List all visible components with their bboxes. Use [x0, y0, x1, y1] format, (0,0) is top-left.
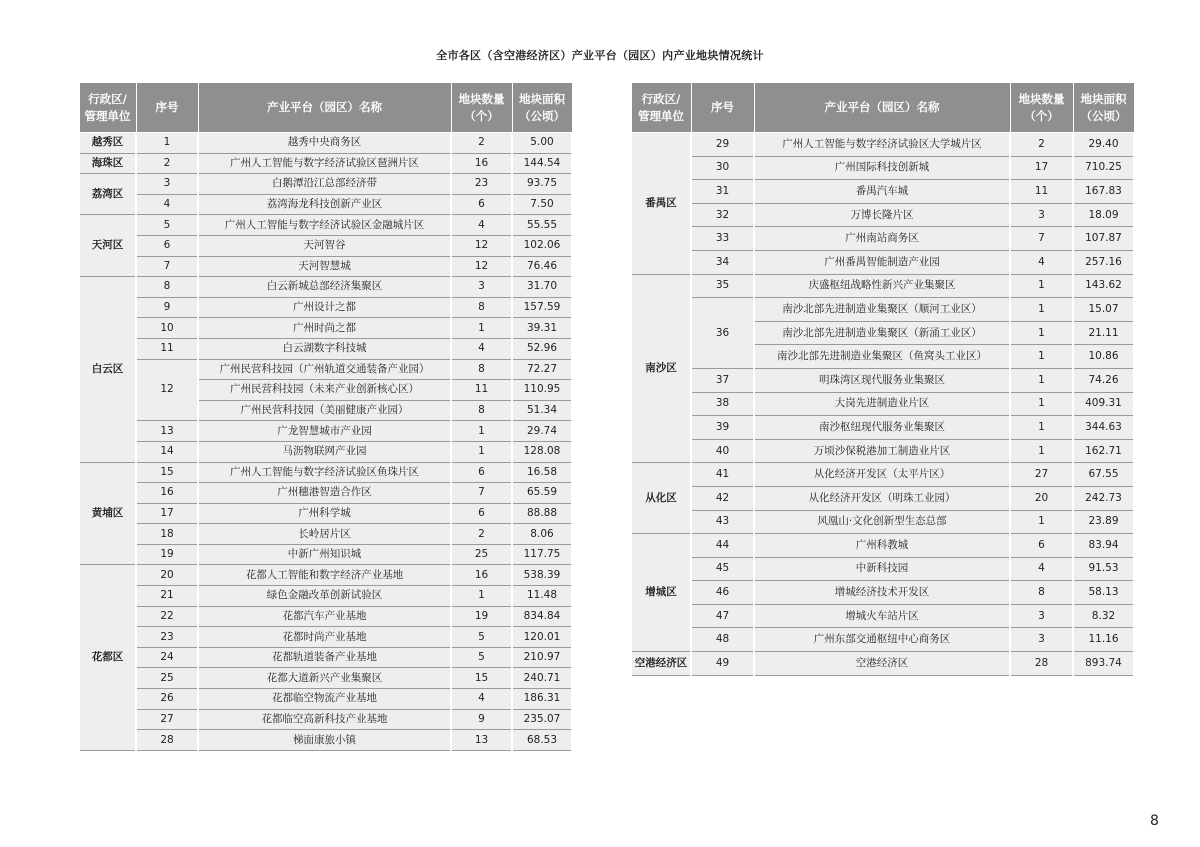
serial-number-cell: 46: [691, 581, 754, 605]
serial-number-cell: 13: [136, 421, 198, 442]
platform-name-cell: 白鹅潭沿江总部经济带: [198, 174, 451, 195]
platform-name-cell: 广州人工智能与数字经济试验区大学城片区: [754, 133, 1010, 157]
plot-count-cell: 1: [1010, 439, 1073, 463]
table-row: [79, 441, 572, 462]
plot-count-cell: 28: [1010, 652, 1073, 676]
serial-number-cell: 41: [691, 463, 754, 487]
table-row: [79, 606, 572, 627]
plot-count-cell: 25: [451, 544, 512, 565]
platform-name-cell: 花都大道新兴产业集聚区: [198, 668, 451, 689]
platform-name-cell: 广州民营科技园（未来产业创新核心区）: [198, 380, 451, 401]
plot-area-cell: 21.11: [1073, 321, 1134, 345]
table-row: [79, 215, 572, 236]
plot-count-cell: 16: [451, 153, 512, 174]
serial-number-cell: 6: [136, 235, 198, 256]
count-header: 地块数量 （个）: [451, 83, 512, 133]
district-cell: 南沙区: [631, 274, 691, 463]
serial-number-cell: 26: [136, 689, 198, 710]
serial-number-cell: 33: [691, 227, 754, 251]
plot-count-cell: 1: [451, 586, 512, 607]
plot-area-cell: 120.01: [512, 627, 572, 648]
table-row: [631, 604, 1134, 628]
plot-count-cell: 16: [451, 565, 512, 586]
plot-count-cell: 1: [451, 441, 512, 462]
table-row: [631, 298, 1134, 322]
serial-number-cell: 9: [136, 297, 198, 318]
plot-area-cell: 710.25: [1073, 156, 1134, 180]
plot-count-cell: 20: [1010, 486, 1073, 510]
plot-area-cell: 10.86: [1073, 345, 1134, 369]
plot-area-cell: 107.87: [1073, 227, 1134, 251]
table-row: [79, 565, 572, 586]
plot-area-cell: 91.53: [1073, 557, 1134, 581]
table-row: [79, 627, 572, 648]
platform-name-cell: 风凰山·文化创新型生态总部: [754, 510, 1010, 534]
district-header: 行政区/ 管理单位: [631, 83, 691, 133]
platform-name-cell: 花都时尚产业基地: [198, 627, 451, 648]
plot-count-cell: 3: [451, 277, 512, 298]
district-cell: 花都区: [79, 565, 136, 750]
plot-area-cell: 16.58: [512, 462, 572, 483]
plot-area-cell: 167.83: [1073, 180, 1134, 204]
table-row: [79, 318, 572, 339]
plot-count-cell: 8: [451, 297, 512, 318]
table-row: [79, 277, 572, 298]
plot-area-cell: 143.62: [1073, 274, 1134, 298]
platform-header: 产业平台（园区）名称: [198, 83, 451, 133]
table-row: [631, 510, 1134, 534]
plot-count-cell: 1: [1010, 368, 1073, 392]
platform-name-cell: 广州南站商务区: [754, 227, 1010, 251]
district-cell: 天河区: [79, 215, 136, 277]
platform-name-cell: 番禺汽车城: [754, 180, 1010, 204]
table-row: [631, 180, 1134, 204]
plot-count-cell: 12: [451, 256, 512, 277]
right-table: [630, 82, 1135, 676]
serial-number-cell: 30: [691, 156, 754, 180]
platform-name-cell: 庆盛枢纽战略性新兴产业集聚区: [754, 274, 1010, 298]
plot-count-cell: 3: [1010, 203, 1073, 227]
platform-name-cell: 广州科学城: [198, 503, 451, 524]
plot-area-cell: 72.27: [512, 359, 572, 380]
platform-name-cell: 广州人工智能与数字经济试验区琶洲片区: [198, 153, 451, 174]
plot-count-cell: 19: [451, 606, 512, 627]
table-row: [631, 368, 1134, 392]
plot-area-cell: 242.73: [1073, 486, 1134, 510]
platform-name-cell: 空港经济区: [754, 652, 1010, 676]
platform-name-cell: 白云湖数字科技城: [198, 338, 451, 359]
table-row: [79, 338, 572, 359]
area-header: 地块面积 （公顷）: [512, 83, 572, 133]
plot-area-cell: 68.53: [512, 730, 572, 751]
serial-number-cell: 40: [691, 439, 754, 463]
table-row: [631, 534, 1134, 558]
plot-count-cell: 27: [1010, 463, 1073, 487]
serial-number-cell: 34: [691, 250, 754, 274]
page-number: 8: [1150, 813, 1159, 829]
plot-area-cell: 67.55: [1073, 463, 1134, 487]
plot-area-cell: 538.39: [512, 565, 572, 586]
district-cell: 黄埔区: [79, 462, 136, 565]
table-row: [79, 647, 572, 668]
serial-number-cell: 48: [691, 628, 754, 652]
table-row: [631, 557, 1134, 581]
platform-name-cell: 大岗先进制造业片区: [754, 392, 1010, 416]
district-header: 行政区/ 管理单位: [79, 83, 136, 133]
serial-number-cell: 49: [691, 652, 754, 676]
serial-number-cell: 29: [691, 133, 754, 157]
table-row: [79, 421, 572, 442]
plot-area-cell: 117.75: [512, 544, 572, 565]
plot-count-cell: 4: [1010, 557, 1073, 581]
platform-name-cell: 天河智谷: [198, 235, 451, 256]
serial-number-cell: 38: [691, 392, 754, 416]
platform-name-cell: 广州民营科技园（美丽健康产业园）: [198, 400, 451, 421]
serial-number-cell: 18: [136, 524, 198, 545]
plot-count-cell: 1: [451, 421, 512, 442]
plot-area-cell: 11.16: [1073, 628, 1134, 652]
serial-number-cell: 5: [136, 215, 198, 236]
district-cell: 番禺区: [631, 133, 691, 275]
plot-area-cell: 834.84: [512, 606, 572, 627]
plot-count-cell: 11: [451, 380, 512, 401]
platform-name-cell: 广龙智慧城市产业园: [198, 421, 451, 442]
plot-count-cell: 6: [451, 503, 512, 524]
plot-area-cell: 257.16: [1073, 250, 1134, 274]
plot-count-cell: 1: [451, 318, 512, 339]
plot-count-cell: 4: [1010, 250, 1073, 274]
plot-count-cell: 7: [1010, 227, 1073, 251]
left-table: [78, 82, 573, 751]
table-row: [79, 174, 572, 195]
plot-area-cell: 11.48: [512, 586, 572, 607]
table-row: [631, 156, 1134, 180]
serial-number-cell: 24: [136, 647, 198, 668]
table-row: [631, 416, 1134, 440]
plot-area-cell: 93.75: [512, 174, 572, 195]
serial-number-cell: 36: [691, 298, 754, 369]
plot-area-cell: 110.95: [512, 380, 572, 401]
plot-count-cell: 15: [451, 668, 512, 689]
table-row: [79, 730, 572, 751]
table-row: [79, 235, 572, 256]
plot-area-cell: 18.09: [1073, 203, 1134, 227]
plot-count-cell: 2: [451, 133, 512, 154]
plot-area-cell: 128.08: [512, 441, 572, 462]
plot-area-cell: 31.70: [512, 277, 572, 298]
serial-number-cell: 12: [136, 359, 198, 421]
platform-name-cell: 花都临空高新科技产业基地: [198, 709, 451, 730]
plot-count-cell: 6: [451, 462, 512, 483]
serial-number-cell: 16: [136, 483, 198, 504]
plot-area-cell: 8.06: [512, 524, 572, 545]
plot-area-cell: 83.94: [1073, 534, 1134, 558]
plot-area-cell: 88.88: [512, 503, 572, 524]
table-row: [631, 392, 1134, 416]
platform-name-cell: 马沥物联网产业园: [198, 441, 451, 462]
table-row: [631, 250, 1134, 274]
platform-name-cell: 南沙枢纽现代服务业集聚区: [754, 416, 1010, 440]
platform-name-cell: 增城火车站片区: [754, 604, 1010, 628]
plot-area-cell: 409.31: [1073, 392, 1134, 416]
plot-area-cell: 893.74: [1073, 652, 1134, 676]
plot-area-cell: 74.26: [1073, 368, 1134, 392]
plot-count-cell: 8: [451, 359, 512, 380]
platform-name-cell: 中新科技园: [754, 557, 1010, 581]
plot-area-cell: 58.13: [1073, 581, 1134, 605]
table-row: [631, 486, 1134, 510]
count-header: 地块数量 （个）: [1010, 83, 1073, 133]
plot-area-cell: 51.34: [512, 400, 572, 421]
serial-number-cell: 44: [691, 534, 754, 558]
district-cell: 空港经济区: [631, 652, 691, 676]
plot-count-cell: 3: [1010, 628, 1073, 652]
plot-area-cell: 29.40: [1073, 133, 1134, 157]
platform-name-cell: 增城经济技术开发区: [754, 581, 1010, 605]
platform-name-cell: 南沙北部先进制造业集聚区（顺河工业区）: [754, 298, 1010, 322]
district-cell: 越秀区: [79, 133, 136, 154]
platform-name-cell: 绿色金融改革创新试验区: [198, 586, 451, 607]
platform-header: 产业平台（园区）名称: [754, 83, 1010, 133]
plot-area-cell: 23.89: [1073, 510, 1134, 534]
plot-count-cell: 5: [451, 627, 512, 648]
plot-area-cell: 157.59: [512, 297, 572, 318]
platform-name-cell: 花都轨道装备产业基地: [198, 647, 451, 668]
table-row: [631, 463, 1134, 487]
plot-count-cell: 4: [451, 338, 512, 359]
left-table-body: [79, 133, 572, 751]
plot-area-cell: 5.00: [512, 133, 572, 154]
plot-count-cell: 2: [1010, 133, 1073, 157]
no-header: 序号: [691, 83, 754, 133]
plot-count-cell: 1: [1010, 274, 1073, 298]
right-table-body: [631, 133, 1134, 676]
table-row: [631, 133, 1134, 157]
platform-name-cell: 万博长隆片区: [754, 203, 1010, 227]
platform-name-cell: 广州人工智能与数字经济试验区鱼珠片区: [198, 462, 451, 483]
plot-count-cell: 6: [451, 194, 512, 215]
platform-name-cell: 广州穗港智造合作区: [198, 483, 451, 504]
serial-number-cell: 43: [691, 510, 754, 534]
plot-count-cell: 8: [1010, 581, 1073, 605]
table-row: [631, 652, 1134, 676]
serial-number-cell: 37: [691, 368, 754, 392]
table-row: [79, 194, 572, 215]
table-row: [79, 133, 572, 154]
table-row: [79, 524, 572, 545]
platform-name-cell: 广州人工智能与数字经济试验区金融城片区: [198, 215, 451, 236]
district-cell: 白云区: [79, 277, 136, 462]
table-row: [79, 483, 572, 504]
table-row: [79, 544, 572, 565]
platform-name-cell: 广州国际科技创新城: [754, 156, 1010, 180]
table-row: [631, 227, 1134, 251]
plot-count-cell: 8: [451, 400, 512, 421]
serial-number-cell: 28: [136, 730, 198, 751]
table-row: [631, 439, 1134, 463]
plot-area-cell: 8.32: [1073, 604, 1134, 628]
page-title: 全市各区（含空港经济区）产业平台（园区）内产业地块情况统计: [436, 49, 764, 62]
serial-number-cell: 22: [136, 606, 198, 627]
platform-name-cell: 荔湾海龙科技创新产业区: [198, 194, 451, 215]
serial-number-cell: 19: [136, 544, 198, 565]
table-row: [79, 709, 572, 730]
platform-name-cell: 从化经济开发区（明珠工业园）: [754, 486, 1010, 510]
serial-number-cell: 32: [691, 203, 754, 227]
platform-name-cell: 天河智慧城: [198, 256, 451, 277]
serial-number-cell: 17: [136, 503, 198, 524]
platform-name-cell: 白云新城总部经济集聚区: [198, 277, 451, 298]
table-row: [79, 256, 572, 277]
platform-name-cell: 广州设计之都: [198, 297, 451, 318]
plot-count-cell: 9: [451, 709, 512, 730]
platform-name-cell: 明珠湾区现代服务业集聚区: [754, 368, 1010, 392]
district-cell: 从化区: [631, 463, 691, 534]
table-row: [79, 503, 572, 524]
platform-name-cell: 万顷沙保税港加工制造业片区: [754, 439, 1010, 463]
table-row: [79, 668, 572, 689]
serial-number-cell: 47: [691, 604, 754, 628]
table-row: [79, 153, 572, 174]
plot-count-cell: 17: [1010, 156, 1073, 180]
platform-name-cell: 中新广州知识城: [198, 544, 451, 565]
plot-count-cell: 3: [1010, 604, 1073, 628]
serial-number-cell: 4: [136, 194, 198, 215]
plot-area-cell: 7.50: [512, 194, 572, 215]
plot-area-cell: 29.74: [512, 421, 572, 442]
area-header: 地块面积 （公顷）: [1073, 83, 1134, 133]
plot-count-cell: 1: [1010, 321, 1073, 345]
plot-area-cell: 102.06: [512, 235, 572, 256]
serial-number-cell: 3: [136, 174, 198, 195]
platform-name-cell: 南沙北部先进制造业集聚区（新涌工业区）: [754, 321, 1010, 345]
table-row: [631, 581, 1134, 605]
plot-area-cell: 39.31: [512, 318, 572, 339]
serial-number-cell: 25: [136, 668, 198, 689]
plot-count-cell: 1: [1010, 298, 1073, 322]
plot-area-cell: 240.71: [512, 668, 572, 689]
no-header: 序号: [136, 83, 198, 133]
plot-count-cell: 12: [451, 235, 512, 256]
platform-name-cell: 花都临空物流产业基地: [198, 689, 451, 710]
platform-name-cell: 广州民营科技园（广州轨道交通装备产业园）: [198, 359, 451, 380]
plot-area-cell: 76.46: [512, 256, 572, 277]
plot-area-cell: 186.31: [512, 689, 572, 710]
platform-name-cell: 越秀中央商务区: [198, 133, 451, 154]
plot-area-cell: 344.63: [1073, 416, 1134, 440]
plot-count-cell: 11: [1010, 180, 1073, 204]
table-row: [79, 359, 572, 380]
platform-name-cell: 广州东部交通枢纽中心商务区: [754, 628, 1010, 652]
district-cell: 海珠区: [79, 153, 136, 174]
table-row: [631, 628, 1134, 652]
platform-name-cell: 梯面康旅小镇: [198, 730, 451, 751]
platform-name-cell: 广州科教城: [754, 534, 1010, 558]
right-header-row: [631, 83, 1134, 133]
left-header-row: [79, 83, 572, 133]
platform-name-cell: 从化经济开发区（太平片区）: [754, 463, 1010, 487]
serial-number-cell: 15: [136, 462, 198, 483]
plot-count-cell: 6: [1010, 534, 1073, 558]
serial-number-cell: 27: [136, 709, 198, 730]
serial-number-cell: 39: [691, 416, 754, 440]
platform-name-cell: 花都汽车产业基地: [198, 606, 451, 627]
table-row: [79, 689, 572, 710]
serial-number-cell: 20: [136, 565, 198, 586]
plot-count-cell: 13: [451, 730, 512, 751]
serial-number-cell: 21: [136, 586, 198, 607]
table-row: [79, 586, 572, 607]
serial-number-cell: 31: [691, 180, 754, 204]
plot-count-cell: 7: [451, 483, 512, 504]
plot-count-cell: 1: [1010, 392, 1073, 416]
serial-number-cell: 7: [136, 256, 198, 277]
plot-count-cell: 1: [1010, 416, 1073, 440]
serial-number-cell: 8: [136, 277, 198, 298]
plot-count-cell: 4: [451, 689, 512, 710]
serial-number-cell: 35: [691, 274, 754, 298]
plot-area-cell: 55.55: [512, 215, 572, 236]
plot-count-cell: 4: [451, 215, 512, 236]
plot-area-cell: 65.59: [512, 483, 572, 504]
serial-number-cell: 14: [136, 441, 198, 462]
plot-area-cell: 162.71: [1073, 439, 1134, 463]
plot-area-cell: 52.96: [512, 338, 572, 359]
table-row: [631, 203, 1134, 227]
plot-count-cell: 2: [451, 524, 512, 545]
plot-count-cell: 5: [451, 647, 512, 668]
plot-count-cell: 23: [451, 174, 512, 195]
platform-name-cell: 广州番禺智能制造产业园: [754, 250, 1010, 274]
plot-area-cell: 15.07: [1073, 298, 1134, 322]
plot-count-cell: 1: [1010, 510, 1073, 534]
table-row: [79, 297, 572, 318]
platform-name-cell: 广州时尚之都: [198, 318, 451, 339]
serial-number-cell: 10: [136, 318, 198, 339]
platform-name-cell: 长岭居片区: [198, 524, 451, 545]
serial-number-cell: 45: [691, 557, 754, 581]
district-cell: 增城区: [631, 534, 691, 652]
serial-number-cell: 11: [136, 338, 198, 359]
plot-area-cell: 144.54: [512, 153, 572, 174]
plot-count-cell: 1: [1010, 345, 1073, 369]
platform-name-cell: 南沙北部先进制造业集聚区（鱼窝头工业区）: [754, 345, 1010, 369]
district-cell: 荔湾区: [79, 174, 136, 215]
serial-number-cell: 23: [136, 627, 198, 648]
serial-number-cell: 2: [136, 153, 198, 174]
serial-number-cell: 1: [136, 133, 198, 154]
table-row: [631, 274, 1134, 298]
table-row: [79, 462, 572, 483]
platform-name-cell: 花都人工智能和数字经济产业基地: [198, 565, 451, 586]
plot-area-cell: 235.07: [512, 709, 572, 730]
serial-number-cell: 42: [691, 486, 754, 510]
plot-area-cell: 210.97: [512, 647, 572, 668]
